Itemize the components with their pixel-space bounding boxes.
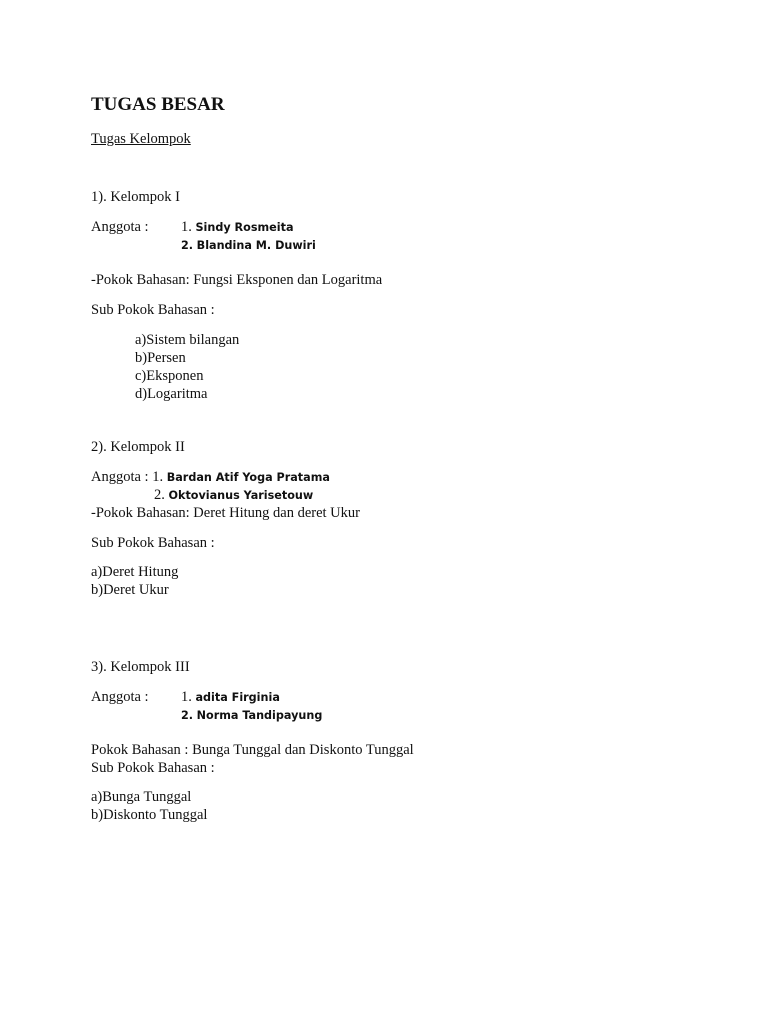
member-number: 2.	[154, 487, 165, 503]
document-title: TUGAS BESAR	[91, 94, 225, 115]
group-1-members-label: Anggota :	[91, 219, 149, 235]
group-3-member-2	[181, 706, 322, 725]
member-number: 1.	[181, 689, 192, 705]
group-3-heading: 3). Kelompok III	[91, 659, 190, 675]
group-1-subtopic: d)Logaritma	[135, 386, 208, 402]
group-1-subtopic: c)Eksponen	[135, 368, 204, 384]
member-name: Sindy Rosmeita	[195, 221, 294, 234]
group-3-subtopic: a)Bunga Tunggal	[91, 789, 192, 805]
member-number: 2.	[181, 239, 194, 252]
group-1-subtopic-label: Sub Pokok Bahasan :	[91, 302, 215, 318]
group-2-subtopic-label: Sub Pokok Bahasan :	[91, 535, 215, 551]
group-3-topic: Pokok Bahasan : Bunga Tunggal dan Diskonto Tunggal	[91, 742, 414, 758]
member-name: adita Firginia	[195, 691, 280, 704]
group-1-member-1	[181, 218, 294, 237]
member-name: Blandina M. Duwiri	[196, 239, 316, 252]
member-number: 1.	[152, 469, 164, 485]
group-2-subtopic: b)Deret Ukur	[91, 582, 169, 598]
member-name: Bardan Atif Yoga Pratama	[166, 471, 330, 484]
member-number: 1.	[181, 219, 192, 235]
group-1-subtopic: b)Persen	[135, 350, 186, 366]
group-3-subtopic-label: Sub Pokok Bahasan :	[91, 760, 215, 776]
member-name: Oktovianus Yarisetouw	[168, 489, 314, 502]
group-2-heading: 2). Kelompok II	[91, 439, 185, 455]
group-2-member-1-line	[91, 468, 330, 487]
group-3-member-1	[181, 688, 280, 707]
member-name: Norma Tandipayung	[196, 709, 323, 722]
group-2-subtopic: a)Deret Hitung	[91, 564, 179, 580]
member-number: 2.	[181, 709, 194, 722]
document-subtitle: Tugas Kelompok	[91, 131, 191, 147]
group-1-topic: -Pokok Bahasan: Fungsi Eksponen dan Logaritma	[91, 272, 383, 288]
group-2-member-2	[154, 486, 313, 505]
group-1-heading: 1). Kelompok I	[91, 189, 180, 205]
group-2-topic: -Pokok Bahasan: Deret Hitung dan deret Ukur	[91, 505, 360, 521]
group-1-member-2	[181, 236, 316, 255]
group-1-subtopic: a)Sistem bilangan	[135, 332, 240, 348]
group-3-members-label: Anggota :	[91, 689, 149, 705]
group-3-subtopic: b)Diskonto Tunggal	[91, 807, 208, 823]
group-2-members-label: Anggota :	[91, 469, 149, 485]
